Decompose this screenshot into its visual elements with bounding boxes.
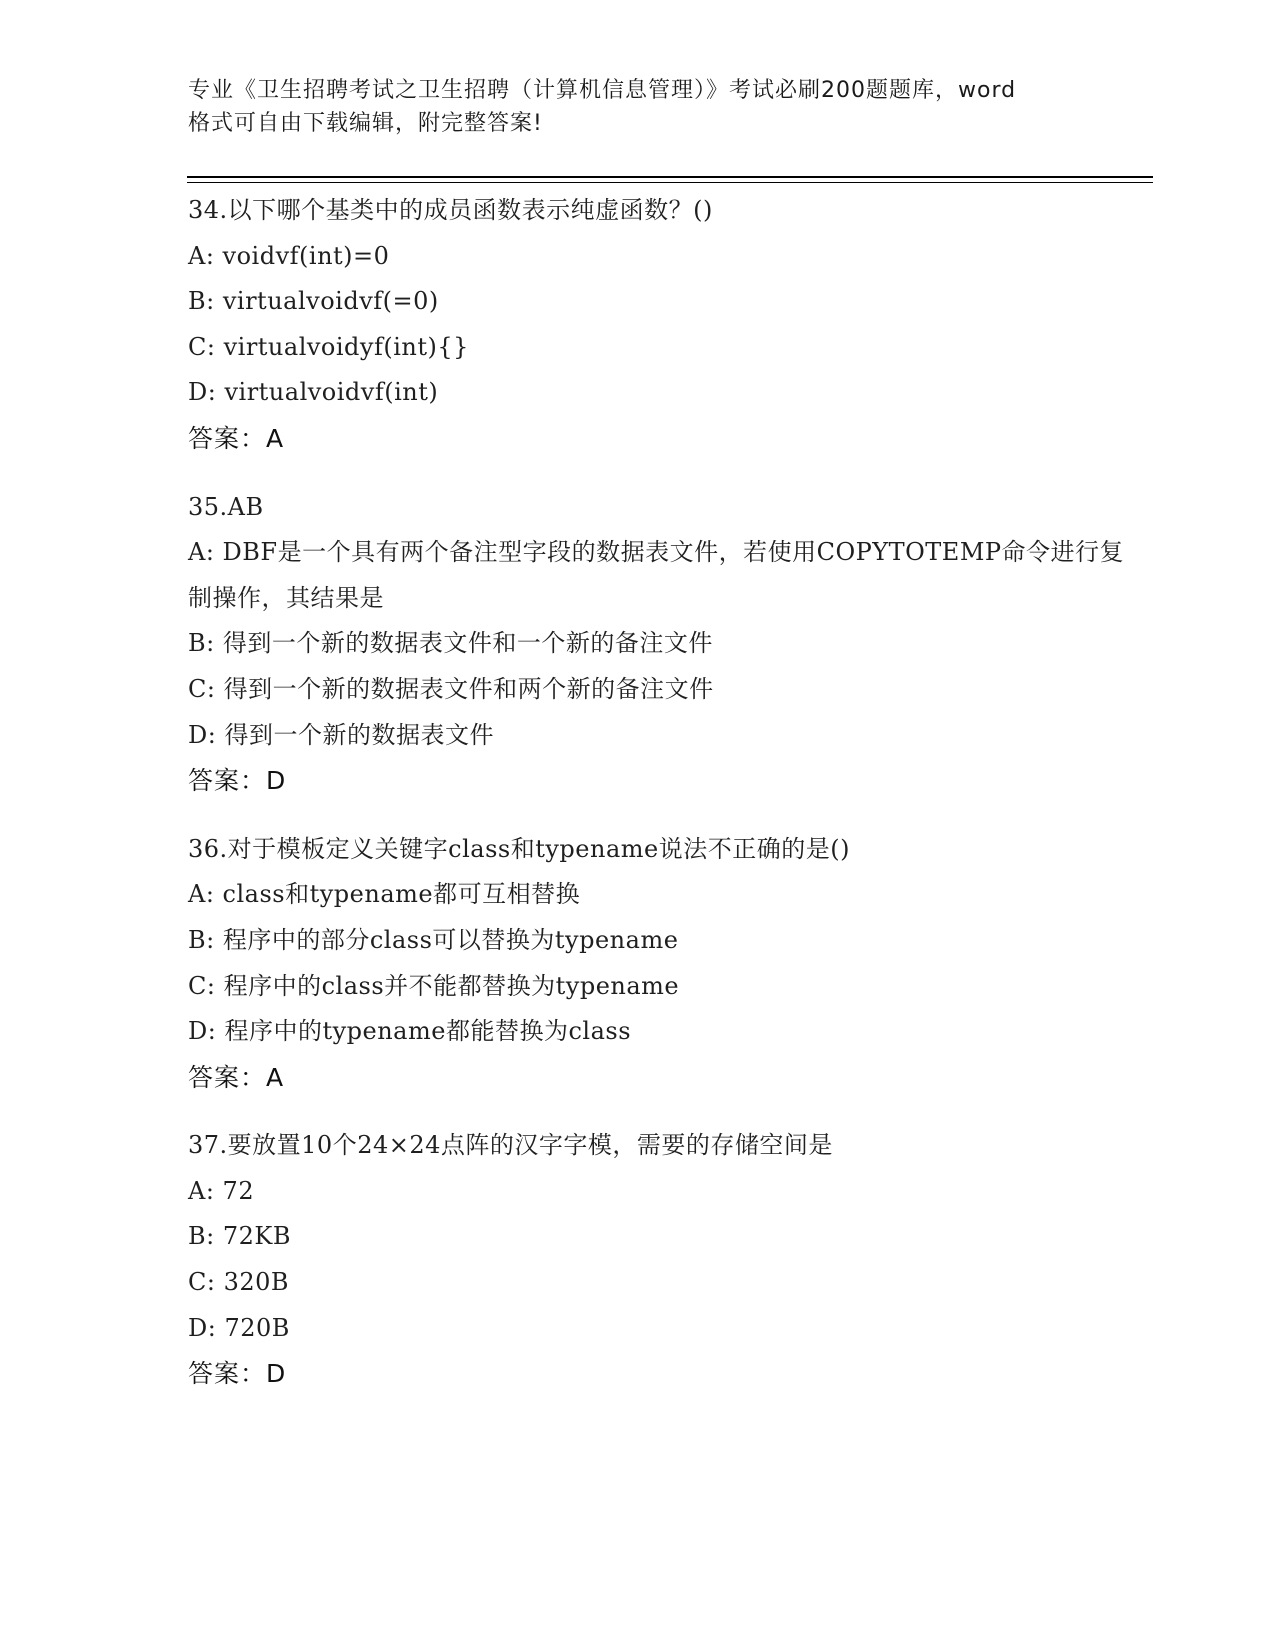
header-line-2: 格式可自由下载编辑，附完整答案! [188, 111, 543, 136]
option-d: D: 得到一个新的数据表文件 [188, 720, 494, 749]
answer-label: 答案：D [188, 1359, 287, 1389]
question-35 [188, 485, 1148, 804]
option-b: B: virtualvoidvf(=0) [188, 287, 439, 316]
header-line-1: 专业《卫生招聘考试之卫生招聘（计算机信息管理）》考试必刷200题题库，word [188, 78, 1017, 103]
option-d: D: virtualvoidvf(int) [188, 378, 439, 407]
question-36 [188, 827, 1148, 1101]
answer-label: 答案：A [188, 1062, 285, 1092]
option-a: A: 72 [188, 1176, 255, 1205]
document-header [188, 74, 1088, 140]
option-b: B: 72KB [188, 1222, 291, 1251]
question-stem: 37.要放置10个24×24点阵的汉字字模，需要的存储空间是 [188, 1131, 833, 1160]
option-c: C: 程序中的class并不能都替换为typename [188, 971, 680, 1000]
question-stem: 34.以下哪个基类中的成员函数表示纯虚函数？() [188, 196, 713, 224]
option-c: C: 得到一个新的数据表文件和两个新的备注文件 [188, 674, 714, 703]
question-34 [188, 188, 1148, 462]
answer-label: 答案：D [188, 766, 287, 796]
option-c: C: 320B [188, 1268, 290, 1297]
header-divider-thin [187, 182, 1153, 183]
answer-label: 答案：A [188, 423, 285, 453]
option-d: D: 程序中的typename都能替换为class [188, 1017, 632, 1046]
option-c: C: virtualvoidyf(int){} [188, 332, 469, 361]
question-37 [188, 1123, 1148, 1397]
question-stem: 36.对于模板定义关键字class和typename说法不正确的是() [188, 834, 850, 863]
option-a: A: class和typename都可互相替换 [188, 880, 581, 909]
option-a: A: voidvf(int)=0 [188, 241, 390, 270]
question-stem: 35.AB [188, 492, 264, 521]
question-list [188, 188, 1148, 1420]
option-b: B: 程序中的部分class可以替换为typename [188, 925, 679, 954]
option-b: B: 得到一个新的数据表文件和一个新的备注文件 [188, 629, 713, 658]
option-a: A: DBF是一个具有两个备注型字段的数据表文件，若使用COPYTOTEMP命令进行复制操作，其结果是 [188, 538, 1125, 612]
header-divider-thick [187, 176, 1153, 178]
option-d: D: 720B [188, 1313, 290, 1342]
